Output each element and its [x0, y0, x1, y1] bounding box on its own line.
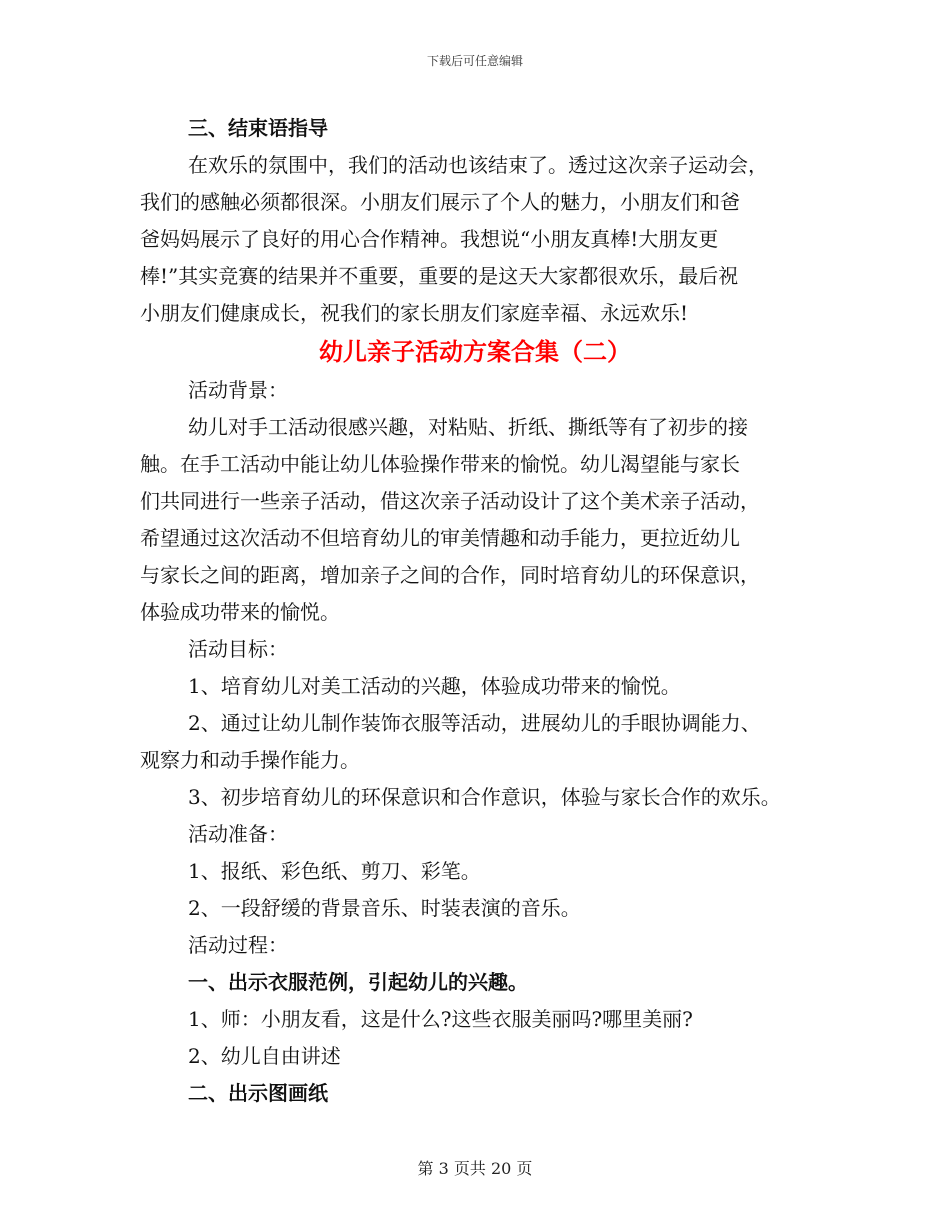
paragraph-line: 爸妈妈展示了良好的用心合作精神。我想说“小朋友真棒!大朋友更 — [140, 227, 719, 251]
document-body — [140, 110, 810, 1112]
list-item: 1、师：小朋友看，这是什么?这些衣服美丽吗?哪里美丽? — [188, 1007, 693, 1031]
label-process: 活动过程： — [188, 933, 288, 957]
paragraph-line: 在欢乐的氛围中，我们的活动也该结束了。透过这次亲子运动会， — [188, 153, 768, 177]
document-title: 幼儿亲子活动方案合集（二） — [319, 337, 631, 366]
step-heading: 一、出示衣服范例，引起幼儿的兴趣。 — [188, 970, 528, 994]
label-prep: 活动准备： — [188, 822, 288, 846]
list-item: 3、初步培育幼儿的环保意识和合作意识，体验与家长合作的欢乐。 — [188, 785, 781, 809]
page-footer: 第 3 页共 20 页 — [417, 1159, 533, 1178]
list-item-continuation: 观察力和动手操作能力。 — [140, 748, 360, 772]
paragraph-line: 我们的感触必须都很深。小朋友们展示了个人的魅力，小朋友们和爸 — [140, 190, 740, 214]
list-item: 2、一段舒缓的背景音乐、时装表演的音乐。 — [188, 896, 581, 920]
list-item: 1、报纸、彩色纸、剪刀、彩笔。 — [188, 859, 481, 883]
list-item: 2、通过让幼儿制作装饰衣服等活动，进展幼儿的手眼协调能力、 — [188, 711, 761, 735]
paragraph-line: 小朋友们健康成长，祝我们的家长朋友们家庭幸福、永远欢乐! — [140, 301, 689, 325]
paragraph-line: 触。在手工活动中能让幼儿体验操作带来的愉悦。幼儿渴望能与家长 — [140, 452, 740, 476]
label-goals: 活动目标： — [188, 637, 288, 661]
section-heading: 三、结束语指导 — [188, 116, 328, 140]
list-item: 2、幼儿自由讲述 — [188, 1044, 341, 1068]
page-header: 下载后可任意编辑 — [426, 54, 523, 68]
step-heading: 二、出示图画纸 — [188, 1081, 328, 1105]
paragraph-line: 棒!”其实竞赛的结果并不重要，重要的是这天大家都很欢乐，最后祝 — [140, 264, 739, 288]
paragraph-line: 希望通过这次活动不但培育幼儿的审美情趣和动手能力，更拉近幼儿 — [140, 526, 740, 550]
paragraph-line: 幼儿对手工活动很感兴趣，对粘贴、折纸、撕纸等有了初步的接 — [188, 415, 748, 439]
list-item: 1、培育幼儿对美工活动的兴趣，体验成功带来的愉悦。 — [188, 674, 681, 698]
label-background: 活动背景： — [188, 378, 288, 402]
paragraph-line: 体验成功带来的愉悦。 — [140, 600, 340, 624]
paragraph-line: 与家长之间的距离，增加亲子之间的合作，同时培育幼儿的环保意识， — [140, 563, 760, 587]
paragraph-line: 们共同进行一些亲子活动，借这次亲子活动设计了这个美术亲子活动， — [140, 489, 760, 513]
